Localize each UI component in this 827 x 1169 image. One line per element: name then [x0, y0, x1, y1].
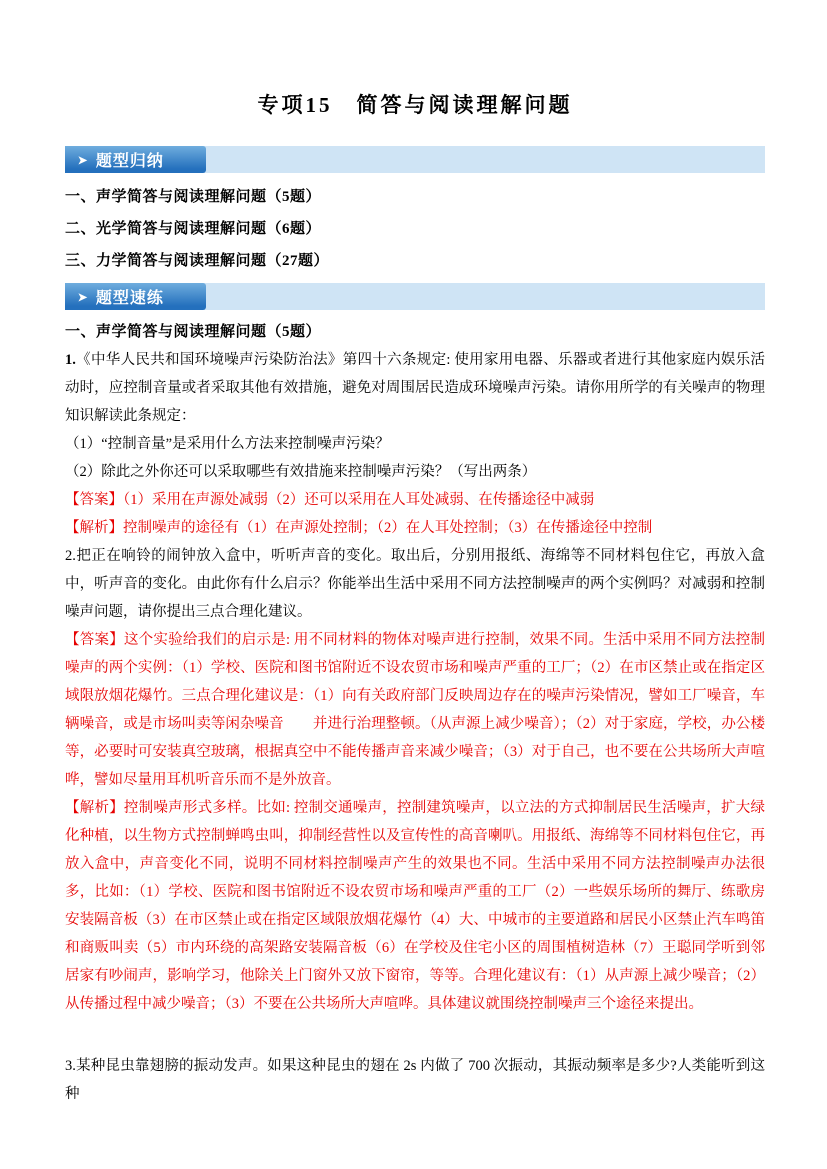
section-heading-acoustics: 一、声学简答与阅读理解问题（5题） [65, 324, 322, 340]
summary-item-acoustics: 一、声学简答与阅读理解问题（5题） [65, 189, 322, 205]
banner-type-practice-label [65, 283, 206, 310]
question-1-stem [65, 346, 765, 430]
question-3-stem: 3.某种昆虫靠翅膀的振动发声。如果这种昆虫的翅在 2s 内做了 700 次振动，其振动频率是多少?人类能听到这种 [65, 1058, 765, 1102]
question-1-part-2: （2）除此之外你还可以采取哪些有效措施来控制噪声污染？（写出两条） [65, 464, 537, 480]
page-title: 专项15 简答与阅读理解问题 [257, 93, 573, 117]
banner-type-summary-label [65, 146, 206, 173]
arrow-right-icon: ➤ [77, 289, 89, 305]
question-1-number: 1. [65, 352, 76, 368]
question-1-answer: 【答案】（1）采用在声源处减弱（2）还可以采用在人耳处减弱、在传播途径中减弱 [65, 492, 595, 508]
question-1-analysis: 【解析】控制噪声的途径有（1）在声源处控制；（2）在人耳处控制；（3）在传播途径中控制 [65, 520, 653, 536]
question-2-analysis: 【解析】控制噪声形式多样。比如: 控制交通噪声，控制建筑噪声，以立法的方式抑制居民生活噪声，扩大绿化种植，以生物方式控制蝉鸣虫叫，抑制经营性以及宣传性的高音喇叭。用报纸、海绵等不同材料包住它，再放入盒中，声音变化不同，说明不同材料控制噪声产生的效果也不同。生活中采用不同方法控制噪声办法很多，比如：（1）学校、医院和图书馆附近不设农贸市场和噪声严重的工厂（2）一些娱乐场所的舞厅、练歌房安装隔音板（3）在市区禁止或在指定区域限放烟花爆竹（4）大、中城市的主要道路和居民小区禁止汽车鸣笛和商贩叫卖（5）市内环绕的高架路安装隔音板（6）在学校及住宅小区的周围植树造林（7）王聪同学听到邻居家有吵闹声，影响学习，他除关上门窗外又放下窗帘，等等。合理化建议有：（1）从声源上减少噪音；（2）从传播过程中减少噪音；（3）不要在公共场所大声喧哗。具体建议就围绕控制噪声三个途径来提出。 [65, 800, 765, 1012]
question-2-stem: 2.把正在响铃的闹钟放入盒中，听听声音的变化。取出后，分别用报纸、海绵等不同材料包住它，再放入盒中，听声音的变化。由此你有什么启示？你能举出生活中采用不同方法控制噪声的两个实例吗？对减弱和控制噪声问题，请你提出三点合理化建议。 [65, 548, 765, 620]
banner-type-summary-text: 题型归纳 [95, 153, 164, 170]
banner-type-practice-text: 题型速练 [95, 290, 164, 307]
question-2-answer: 【答案】这个实验给我们的启示是: 用不同材料的物体对噪声进行控制，效果不同。生活中采用不同方法控制噪声的两个实例：（1）学校、医院和图书馆附近不设农贸市场和噪声严重的工厂；（2）在市区禁止或在指定区域限放烟花爆竹。三点合理化建议是：（1）向有关政府部门反映周边存在的噪声污染情况，譬如工厂噪音，车辆噪音，或是市场叫卖等闲杂噪音 并进行治理整顿。（从声源上减少噪音）；（2）对于家庭，学校，办公楼等，必要时可安装真空玻璃，根据真空中不能传播声音来减少噪音；（3）对于自己，也不要在公共场所大声喧哗，譬如尽量用耳机听音乐而不是外放音。 [65, 632, 765, 788]
summary-item-mechanics: 三、力学简答与阅读理解问题（27题） [65, 253, 330, 269]
banner-type-practice [65, 283, 765, 310]
question-1-text: 《中华人民共和国环境噪声污染防治法》第四十六条规定: 使用家用电器、乐器或者进行其他家庭内娱乐活动时，应控制音量或者采取其他有效措施，避免对周围居民造成环境噪声污染。请你用所学的有关噪声的物理知识解读此条规定： [65, 352, 765, 424]
summary-item-optics: 二、光学简答与阅读理解问题（6题） [65, 221, 322, 237]
banner-type-summary [65, 146, 765, 173]
question-1-part-1: （1）“控制音量”是采用什么方法来控制噪声污染？ [65, 436, 390, 452]
arrow-right-icon: ➤ [77, 152, 89, 168]
